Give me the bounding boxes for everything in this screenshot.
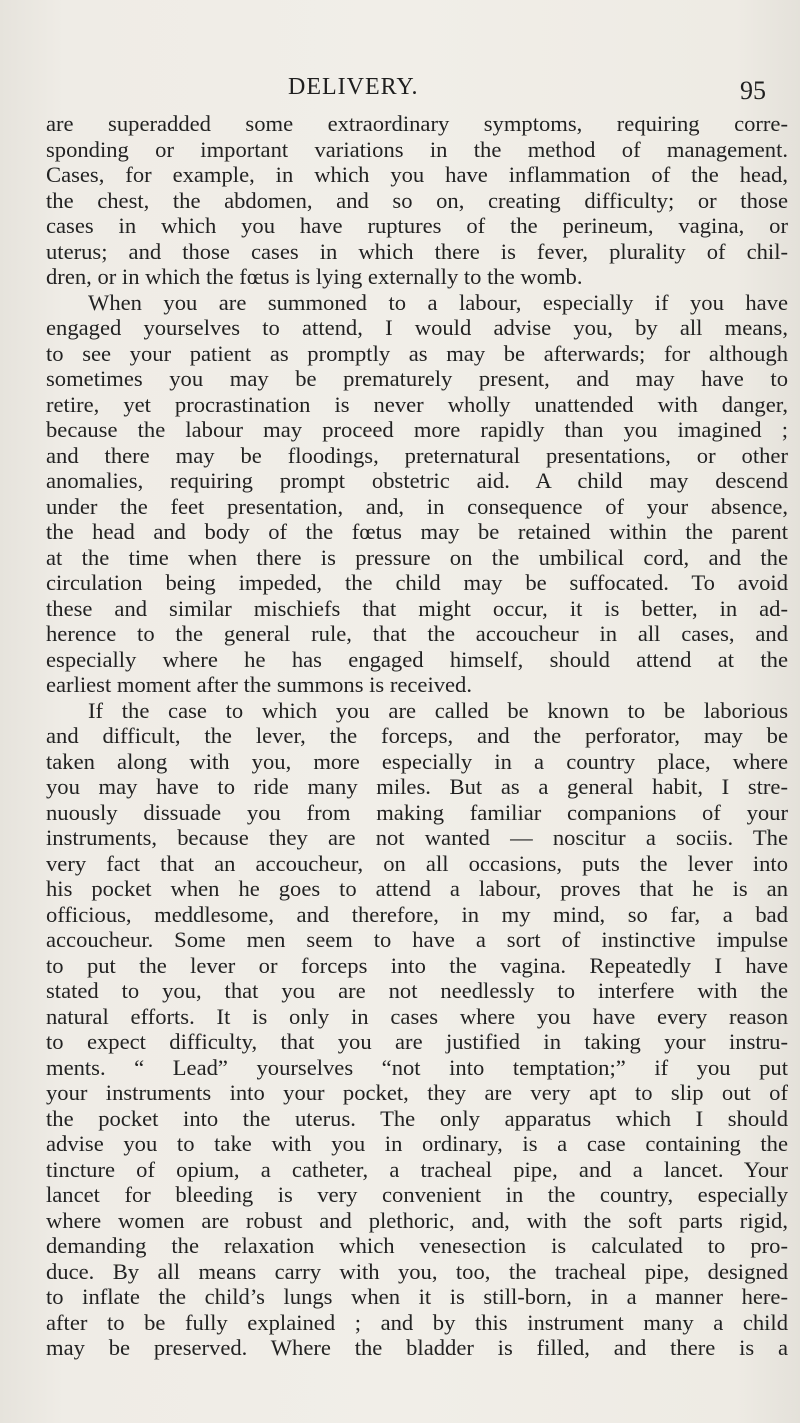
text-line: to see your patient as promptly as may be afterwards; for although xyxy=(46,340,788,366)
page-number: 95 xyxy=(740,76,766,105)
text-line: your instruments into your pocket, they are very apt to slip out of xyxy=(46,1080,788,1105)
text-line: natural efforts. It is only in cases where you have every reason xyxy=(46,1003,788,1029)
text-line: ments. “ Lead” yourselves “not into temptation;” if you put xyxy=(46,1054,788,1080)
text-line: instruments, because they are not wanted — noscitur a sociis. The xyxy=(46,825,788,850)
text-line: earliest moment after the summons is received. xyxy=(46,672,473,697)
text-line: to expect difficulty, that you are justified in taking your instru- xyxy=(46,1029,788,1054)
body-text xyxy=(46,111,788,1361)
text-line: may be preserved. Where the bladder is filled, and there is a xyxy=(46,1335,788,1360)
text-line: sometimes you may be prematurely present, and may have to xyxy=(46,366,788,391)
text-line: circulation being impeded, the child may be suffocated. To avoid xyxy=(46,570,788,595)
text-line: duce. By all means carry with you, too, the tracheal pipe, designed xyxy=(46,1258,788,1284)
text-line: his pocket when he goes to attend a labour, proves that he is an xyxy=(46,876,788,901)
text-line: under the feet presentation, and, in consequence of your absence, xyxy=(46,493,788,519)
text-line: where women are robust and plethoric, and, with the soft parts rigid, xyxy=(46,1207,788,1233)
text-line: sponding or important variations in the method of management. xyxy=(46,136,788,162)
text-line: advise you to take with you in ordinary, is a case containing the xyxy=(46,1131,788,1156)
text-line: herence to the general rule, that the accoucheur in all cases, and xyxy=(46,621,788,646)
text-line: are superadded some extraordinary symptoms, requiring corre- xyxy=(46,111,788,136)
text-line: stated to you, that you are not needlessly to interfere with the xyxy=(46,978,788,1003)
text-line: accoucheur. Some men seem to have a sort of instinctive impulse xyxy=(46,927,788,952)
text-line: If the case to which you are called be known to be laborious xyxy=(88,697,788,723)
text-line: and difficult, the lever, the forceps, and the perforator, may be xyxy=(46,723,788,748)
text-line: anomalies, requiring prompt obstetric aid. A child may descend xyxy=(46,468,788,493)
text-line: after to be fully explained ; and by this instrument many a child xyxy=(46,1309,788,1335)
text-line: demanding the relaxation which venesection is calculated to pro- xyxy=(46,1233,788,1258)
text-line: the pocket into the uterus. The only apparatus which I should xyxy=(46,1105,788,1131)
text-line: at the time when there is pressure on the umbilical cord, and the xyxy=(46,544,788,570)
text-line: uterus; and those cases in which there is fever, plurality of chil- xyxy=(46,238,788,264)
text-line: you may have to ride many miles. But as a general habit, I stre- xyxy=(46,774,788,799)
text-line: engaged yourselves to attend, I would advise you, by all means, xyxy=(46,315,788,340)
running-head xyxy=(0,72,800,106)
text-line: tincture of opium, a catheter, a tracheal pipe, and a lancet. Your xyxy=(46,1156,788,1182)
text-line: especially where he has engaged himself, should attend at the xyxy=(46,646,788,672)
text-line: When you are summoned to a labour, especially if you have xyxy=(88,289,788,315)
text-line: dren, or in which the fœtus is lying externally to the womb. xyxy=(46,264,583,289)
text-line: lancet for bleeding is very convenient in the country, especially xyxy=(46,1182,788,1207)
text-line: Cases, for example, in which you have inflammation of the head, xyxy=(46,162,788,187)
running-head-title: DELIVERY. xyxy=(288,74,419,100)
text-line: very fact that an accoucheur, on all occasions, puts the lever into xyxy=(46,850,788,876)
text-line: officious, meddlesome, and therefore, in my mind, so far, a bad xyxy=(46,901,788,927)
text-line: these and similar mischiefs that might occur, it is better, in ad- xyxy=(46,595,788,621)
text-line: the head and body of the fœtus may be retained within the parent xyxy=(46,519,788,544)
text-line: cases in which you have ruptures of the perineum, vagina, or xyxy=(46,213,788,238)
text-line: because the labour may proceed more rapidly than you imagined ; xyxy=(46,417,788,442)
text-line: and there may be floodings, preternatural presentations, or other xyxy=(46,442,788,468)
text-line: the chest, the abdomen, and so on, creating difficulty; or those xyxy=(46,187,788,213)
text-line: retire, yet procrastination is never wholly unattended with danger, xyxy=(46,391,788,417)
text-line: nuously dissuade you from making familiar companions of your xyxy=(46,799,788,825)
text-line: to put the lever or forceps into the vagina. Repeatedly I have xyxy=(46,952,788,978)
text-line: taken along with you, more especially in a country place, where xyxy=(46,748,788,774)
text-line: to inflate the child’s lungs when it is still-born, in a manner here- xyxy=(46,1284,788,1309)
